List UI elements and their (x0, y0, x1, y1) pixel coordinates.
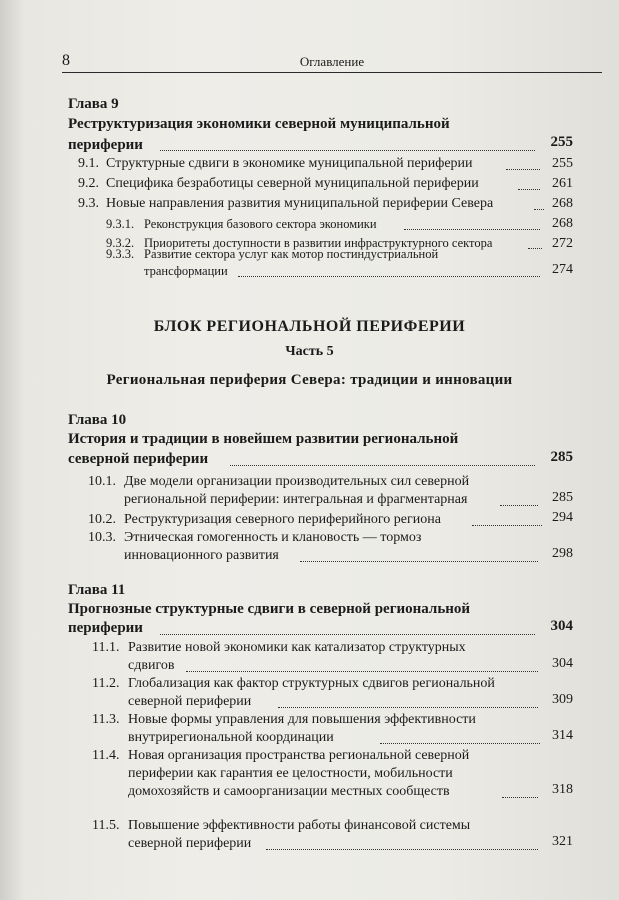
chapter-9-title-line2: периферии (68, 137, 143, 153)
part-title: Региональная периферия Севера: традиции и инновации (106, 372, 513, 388)
section-9-3-2-title: Приоритеты доступности в развитии инфраструктурного сектора (144, 236, 493, 250)
section-11-1-title-line2: сдвигов (128, 658, 175, 673)
section-9-1-number: 9.1. (78, 156, 99, 171)
section-9-3-1-page: 268 (552, 216, 573, 231)
section-10-3-page: 298 (552, 546, 573, 561)
section-9-3-1-number: 9.3.1. (106, 217, 135, 231)
section-10-1-title-line2: региональной периферии: интегральная и фрагментарная (124, 492, 468, 507)
section-10-1-page: 285 (552, 490, 573, 505)
section-9-2-page: 261 (552, 176, 573, 191)
page-number: 8 (62, 52, 70, 69)
leader-dots (160, 150, 535, 151)
section-10-2-title: Реструктуризация северного периферийного региона (124, 512, 441, 527)
section-9-3-page: 268 (552, 196, 573, 211)
section-9-3-title: Новые направления развития муниципальной периферии Севера (106, 196, 494, 211)
leader-dots (380, 743, 540, 744)
chapter-10-title-line1: История и традиции в новейшем развитии региональной (68, 431, 459, 447)
section-9-2-number: 9.2. (78, 176, 99, 191)
leader-dots (238, 276, 540, 277)
section-10-2-number: 10.2. (88, 512, 116, 527)
section-11-1-number: 11.1. (92, 640, 120, 655)
section-11-4-number: 11.4. (92, 748, 120, 763)
leader-dots (518, 189, 540, 190)
chapter-11-title-line1: Прогнозные структурные сдвиги в северной региональной (68, 601, 471, 617)
leader-dots (404, 229, 540, 230)
section-9-3-3-number: 9.3.3. (106, 247, 135, 261)
section-11-3-title-line2: внутрирегиональной координации (128, 730, 334, 745)
leader-dots (506, 169, 540, 170)
section-9-3-number: 9.3. (78, 196, 99, 211)
chapter-10-page: 285 (550, 449, 573, 465)
chapter-10-label: Глава 10 (68, 412, 127, 428)
leader-dots (472, 525, 542, 526)
leader-dots (160, 634, 535, 635)
section-10-1-title-line1: Две модели организации производительных сил северной (124, 474, 470, 489)
section-11-2-page: 309 (552, 692, 573, 707)
leader-dots (300, 561, 538, 562)
page-header (62, 52, 602, 73)
section-11-5-number: 11.5. (92, 818, 120, 833)
chapter-9-label: Глава 9 (68, 96, 119, 112)
chapter-10-title-line2: северной периферии (68, 451, 209, 467)
section-11-4-page: 318 (552, 782, 573, 797)
section-11-5-title-line1: Повышение эффективности работы финансовой системы (128, 818, 471, 833)
section-11-4-title-line1: Новая организация пространства региональной северной (128, 748, 470, 763)
section-11-1-title-line1: Развитие новой экономики как катализатор структурных (128, 640, 466, 655)
leader-dots (534, 209, 544, 210)
leader-dots (278, 707, 538, 708)
section-11-3-page: 314 (552, 728, 573, 743)
section-11-1-page: 304 (552, 656, 573, 671)
chapter-9-page: 255 (550, 134, 573, 150)
section-11-3-title-line1: Новые формы управления для повышения эффективности (128, 712, 476, 727)
section-10-3-title-line1: Этническая гомогенность и клановость — тормоз (124, 530, 422, 545)
chapter-11-title-line2: периферии (68, 620, 143, 636)
section-9-3-3-page: 274 (552, 262, 573, 277)
chapter-11-label: Глава 11 (68, 582, 126, 598)
chapter-11-page: 304 (550, 618, 573, 634)
leader-dots (500, 505, 538, 506)
section-10-1-number: 10.1. (88, 474, 116, 489)
part-number: Часть 5 (285, 344, 334, 359)
chapter-9-title-line1: Реструктуризация экономики северной муниципальной (68, 116, 450, 132)
running-title: Оглавление (299, 54, 365, 69)
section-11-4-title-line3: домохозяйств и самоорганизации местных сообществ (128, 784, 450, 799)
section-9-3-3-title-line2: трансформации (144, 264, 228, 278)
section-9-3-3-title-line1: Развитие сектора услуг как мотор постиндустриальной (144, 247, 439, 261)
leader-dots (186, 671, 538, 672)
section-9-1-page: 255 (552, 156, 573, 171)
leader-dots (230, 465, 535, 466)
section-11-2-title-line2: северной периферии (128, 694, 252, 709)
block-title: БЛОК РЕГИОНАЛЬНОЙ ПЕРИФЕРИИ (153, 318, 466, 335)
leader-dots (502, 797, 538, 798)
section-9-3-1-title: Реконструкция базового сектора экономики (144, 217, 377, 231)
section-11-4-title-line2: периферии как гарантия ее целостности, мобильности (128, 766, 453, 781)
leader-dots (266, 849, 538, 850)
section-11-2-number: 11.2. (92, 676, 120, 691)
section-9-1-title: Структурные сдвиги в экономике муниципальной периферии (106, 156, 473, 171)
section-9-2-title: Специфика безработицы северной муниципальной периферии (106, 176, 479, 191)
section-9-3-2-number: 9.3.2. (106, 236, 135, 250)
section-11-2-title-line1: Глобализация как фактор структурных сдвигов региональной (128, 676, 495, 691)
section-11-5-title-line2: северной периферии (128, 836, 252, 851)
section-11-5-page: 321 (552, 834, 573, 849)
section-9-3-2-page: 272 (552, 236, 573, 251)
section-10-2-page: 294 (552, 510, 573, 525)
leader-dots (528, 248, 542, 249)
section-11-3-number: 11.3. (92, 712, 120, 727)
section-10-3-number: 10.3. (88, 530, 116, 545)
section-10-3-title-line2: инновационного развития (124, 548, 279, 563)
